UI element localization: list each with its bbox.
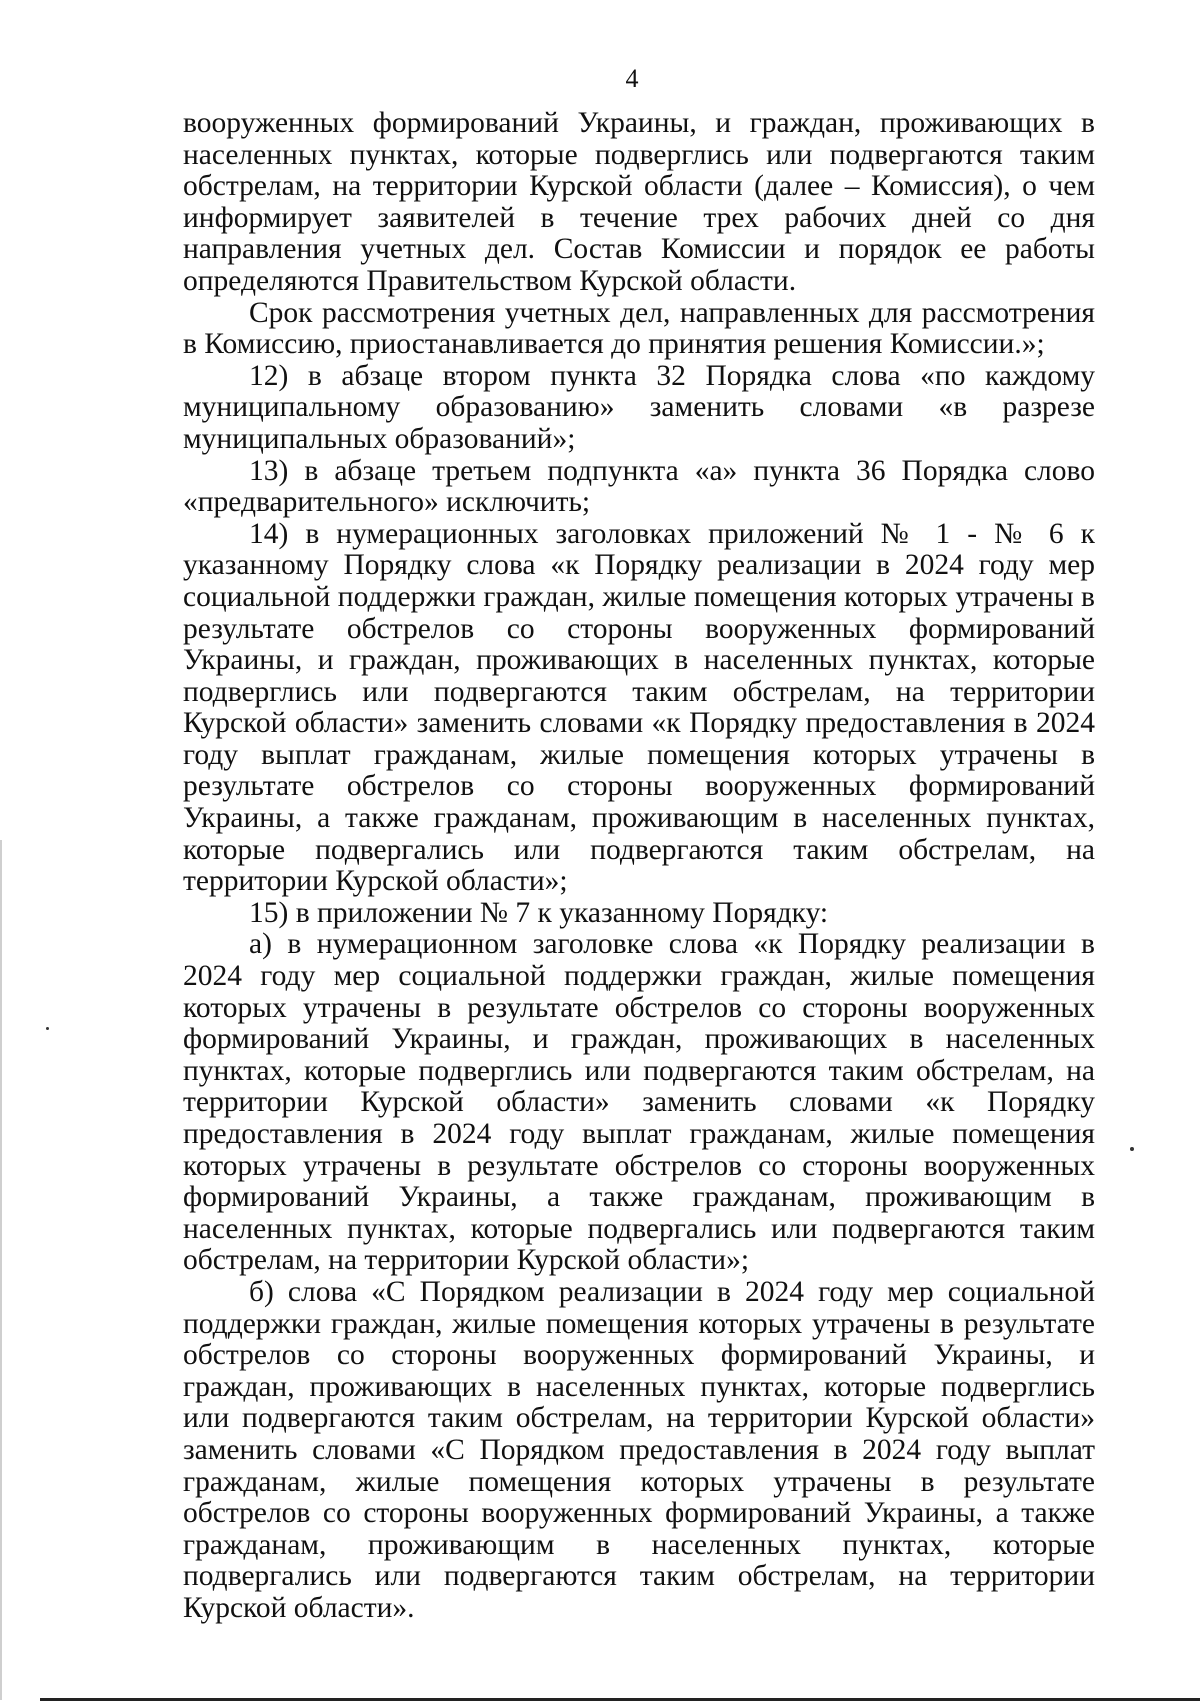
scan-speck xyxy=(46,1027,49,1030)
scan-edge-shadow xyxy=(0,840,2,1700)
paragraph-item-15-a: а) в нумерационном заголовке слова «к Порядку реализации в 2024 году мер социальной поддержки граждан, жилые помещения которых утрачены в результате обстрелов со стороны вооруженных формирований Украины, и граждан, проживающих в населенных пунктах, которые подверглись или подвергаются таким обстрелам, на территории Курской области» заменить словами «к Порядку предоставления в 2024 году выплат гражданам, жилые помещения которых утрачены в результате обстрелов со стороны вооруженных формирований Украины, а также гражданам, проживающим в населенных пунктах, которые подвергались или подвергаются таким обстрелам, на территории Курской области»; xyxy=(183,928,1095,1277)
paragraph-item-12: 12) в абзаце втором пункта 32 Порядка слова «по каждому муниципальному образованию» заменить словами «в разрезе муниципальных образований»; xyxy=(183,359,1095,455)
page-number: 4 xyxy=(625,64,639,93)
paragraph-item-13: 13) в абзаце третьем подпункта «а» пункта 36 Порядка слово «предварительного» исключить; xyxy=(183,454,1095,519)
paragraph-commission-continuation: вооруженных формирований Украины, и граждан, проживающих в населенных пунктах, которые подверглись или подвергаются таким обстрелам, на территории Курской области (далее – Комиссия), о чем информирует заявителей в течение трех рабочих дней со дня направления учетных дел. Состав Комиссии и порядок ее работы определяются Правительством Курской области. xyxy=(183,107,1095,297)
document-body xyxy=(183,108,1095,1625)
paragraph-item-15: 15) в приложении № 7 к указанному Порядку: xyxy=(249,896,829,929)
paragraph-review-period: Срок рассмотрения учетных дел, направленных для рассмотрения в Комиссию, приостанавливается до принятия решения Комиссии.»; xyxy=(183,296,1095,361)
scan-bottom-edge xyxy=(40,1698,1200,1701)
scan-speck xyxy=(1130,1147,1134,1151)
paragraph-item-15-b: б) слова «С Порядком реализации в 2024 году мер социальной поддержки граждан, жилые помещения которых утрачены в результате обстрелов со стороны вооруженных формирований Украины, и граждан, проживающих в населенных пунктах, которые подверглись или подвергаются таким обстрелам, на территории Курской области» заменить словами «С Порядком предоставления в 2024 году выплат гражданам, жилые помещения которых утрачены в результате обстрелов со стороны вооруженных формирований Украины, а также гражданам, проживающим в населенных пунктах, которые подвергались или подвергаются таким обстрелам, на территории Курской области». xyxy=(183,1275,1095,1624)
paragraph-item-14: 14) в нумерационных заголовках приложений № 1 - № 6 к указанному Порядку слова «к Порядку реализации в 2024 году мер социальной поддержки граждан, жилые помещения которых утрачены в результате обстрелов со стороны вооруженных формирований Украины, и граждан, проживающих в населенных пунктах, которые подверглись или подвергаются таким обстрелам, на территории Курской области» заменить словами «к Порядку предоставления в 2024 году выплат гражданам, жилые помещения которых утрачены в результате обстрелов со стороны вооруженных формирований Украины, а также гражданам, проживающим в населенных пунктах, которые подвергались или подвергаются таким обстрелам, на территории Курской области»; xyxy=(183,517,1095,898)
